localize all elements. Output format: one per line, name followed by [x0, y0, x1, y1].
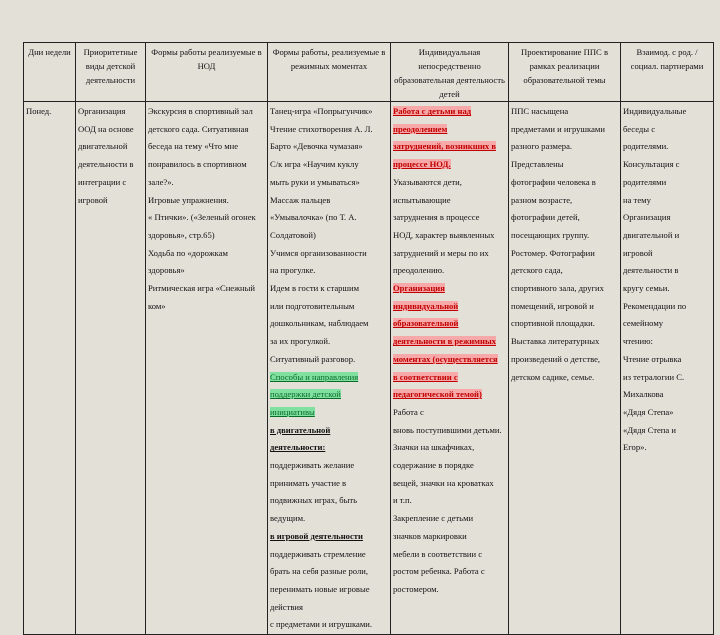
cell-activity-types	[76, 102, 146, 635]
text-line: беседы с	[623, 123, 656, 134]
text-line: деятельности в	[623, 265, 679, 276]
text-line: Ситуативный разговор.	[270, 353, 356, 364]
header-routine-forms: Формы работы, реализуемые в режимных моментах	[268, 43, 391, 102]
cell-pps-design	[509, 102, 621, 635]
text-line: в соответствии с	[393, 371, 458, 382]
text-line: Барто «Девочка чумазая»	[270, 141, 363, 152]
text-line: родителями	[623, 176, 667, 187]
text-line: принимать участие в	[270, 477, 347, 488]
text-line: «Умывалочка» (по Т. А.	[270, 212, 357, 223]
text-line: игровой	[623, 247, 653, 258]
text-line: затруднений и меры по их	[393, 247, 489, 258]
text-line: здоровья», стр.65)	[148, 229, 215, 240]
text-line: разного размера.	[511, 141, 573, 152]
text-line: двигательной	[78, 141, 128, 152]
text-line: индивидуальной	[393, 300, 459, 311]
text-line: семейному	[623, 318, 664, 329]
text-line: детском садике, семье.	[511, 371, 595, 382]
text-line: дошкольникам, наблюдаем	[270, 318, 369, 329]
text-line: Способы и направления	[270, 371, 359, 382]
text-line: Указываются дети,	[393, 176, 462, 187]
text-line: « Птички». («Зеленый огонек	[148, 212, 256, 223]
text-line: мебели в соответствии с	[393, 548, 483, 559]
text-line: «Дядя Степа и	[623, 424, 676, 435]
text-line: преодолением	[393, 123, 448, 134]
text-line: Организация	[78, 106, 126, 116]
text-line: посещающих группу.	[511, 229, 590, 240]
text-line: вещей, значки на кроватках	[393, 477, 494, 488]
text-line: зале?».	[148, 176, 174, 187]
text-line: Работа с детьми над	[393, 106, 472, 116]
text-line: фотографии детей,	[511, 212, 580, 223]
header-individual-activity: Индивидуальная непосредственно образовательная деятельность детей	[391, 43, 509, 102]
text-line: ком»	[148, 300, 166, 311]
text-line: спортивного зала, других	[511, 283, 604, 294]
text-line: мыть руки и умываться»	[270, 176, 360, 187]
text-line: или подготовительным	[270, 300, 355, 311]
table-row	[24, 102, 714, 635]
text-line: в игровой деятельности	[270, 530, 363, 541]
text-line: деятельности в	[78, 159, 134, 170]
text-line: спортивной площадки.	[511, 318, 595, 329]
text-line: поддерживать стремление	[270, 548, 366, 559]
text-line: двигательной и	[623, 229, 680, 240]
text-line: моментах (осуществляется	[393, 353, 498, 364]
text-line: Выставка литературных	[511, 336, 600, 347]
cell-nod-forms	[146, 102, 268, 635]
text-line: перенимать новые игровые	[270, 583, 370, 594]
text-line: ООД на основе	[78, 123, 134, 134]
cell-individual-activity	[391, 102, 509, 635]
text-line: педагогической темой)	[393, 389, 482, 400]
cell-parents-interaction	[621, 102, 714, 635]
cell-routine-forms	[268, 102, 391, 635]
text-line: Организация	[623, 212, 671, 223]
text-line: Консультация с	[623, 159, 680, 170]
text-line: процессе НОД.	[393, 159, 451, 170]
text-line: Игровые упражнения.	[148, 194, 229, 205]
text-line: и т.п.	[393, 495, 412, 506]
text-line: игровой	[78, 194, 108, 205]
text-line: Индивидуальные	[623, 106, 687, 116]
text-line: поддержки детской	[270, 389, 341, 400]
header-pps-design: Проектирование ППС в рамках реализации образовательной темы	[509, 43, 621, 102]
text-line: Чтение отрывка	[623, 353, 682, 364]
text-line: Ходьба по «дорожкам	[148, 247, 228, 258]
text-line: затруднения в процессе	[393, 212, 480, 223]
text-line: понравилось в спортивном	[148, 159, 247, 170]
text-line: Организация	[393, 283, 445, 294]
text-line: ведущим.	[270, 513, 306, 524]
text-line: Солдатовой)	[270, 229, 316, 240]
text-line: Ритмическая игра «Снежный	[148, 283, 256, 294]
text-line: кругу семьи.	[623, 283, 670, 294]
text-line: ППС насыщена	[511, 106, 569, 116]
text-line: «Дядя Степа»	[623, 406, 674, 417]
text-line: Танец-игра «Попрыгунчик»	[270, 106, 373, 116]
text-line: произведений о детстве,	[511, 353, 601, 364]
text-line: родителями.	[623, 141, 669, 152]
text-line: брать на себя разные роли,	[270, 566, 368, 577]
header-row	[24, 43, 714, 102]
text-line: за их прогулкой.	[270, 336, 331, 347]
text-line: с предметами и игрушками.	[270, 619, 373, 630]
text-line: детского сада,	[511, 265, 563, 276]
text-line: ростомером.	[393, 583, 439, 594]
text-line: деятельности в режимных	[393, 336, 496, 347]
text-line: испытывающие	[393, 194, 451, 205]
text-line: инициативы	[270, 406, 315, 417]
text-line: преодолению.	[393, 265, 445, 276]
text-line: Учимся организованности	[270, 247, 367, 258]
text-line: разном возрасте,	[511, 194, 573, 205]
header-nod-forms: Формы работы реализуемые в НОД	[146, 43, 268, 102]
text-line: на тему	[623, 194, 651, 205]
text-line: образовательной	[393, 318, 459, 329]
text-line: беседа на тему «Что мне	[148, 141, 239, 152]
text-line: значков маркировки	[393, 530, 467, 541]
text-line: С/к игра «Научим куклу	[270, 159, 359, 170]
header-activity-types: Приоритетные виды детской деятельности	[76, 43, 146, 102]
text-line: Понед.	[26, 106, 52, 116]
text-line: на прогулке.	[270, 265, 316, 276]
text-line: деятельности:	[270, 442, 326, 453]
text-line: Ростомер. Фотографии	[511, 247, 595, 258]
text-line: Рекомендации по	[623, 300, 687, 311]
text-line: детского сада. Ситуативная	[148, 123, 249, 134]
text-line: Идем в гости к старшим	[270, 283, 360, 294]
text-line: НОД, характер выявленных	[393, 229, 495, 240]
text-line: действия	[270, 601, 303, 612]
text-line: содержание в порядке	[393, 460, 474, 471]
text-line: Работа с	[393, 406, 424, 417]
text-line: Егор».	[623, 442, 647, 453]
header-day: Дни недели	[24, 43, 76, 102]
text-line: Представлены	[511, 159, 564, 170]
text-line: Закрепление с детьми	[393, 513, 474, 524]
text-line: в двигательной	[270, 424, 331, 435]
text-line: затруднений, возникших в	[393, 141, 497, 152]
text-line: Значки на шкафчиках,	[393, 442, 475, 453]
text-line: помещений, игровой и	[511, 300, 594, 311]
text-line: Чтение стихотворения А. Л.	[270, 123, 373, 134]
text-line: ростом ребенка. Работа с	[393, 566, 485, 577]
text-line: подвижных играх, быть	[270, 495, 358, 506]
text-line: Экскурсия в спортивный зал	[148, 106, 253, 116]
text-line: поддерживать желание	[270, 460, 355, 471]
text-line: чтению:	[623, 336, 653, 347]
cell-day	[24, 102, 76, 635]
text-line: предметами и игрушками	[511, 123, 605, 134]
text-line: из тетралогии С.	[623, 371, 685, 382]
header-parents-interaction: Взаимод. с род. / социал. партнерами	[621, 43, 714, 102]
text-line: фотографии человека в	[511, 176, 596, 187]
text-line: Михалкова	[623, 389, 664, 400]
text-line: интеграции с	[78, 176, 127, 187]
text-line: здоровья»	[148, 265, 185, 276]
text-line: Массаж пальцев	[270, 194, 331, 205]
plan-table	[23, 42, 714, 635]
text-line: вновь поступившими детьми.	[393, 424, 502, 435]
